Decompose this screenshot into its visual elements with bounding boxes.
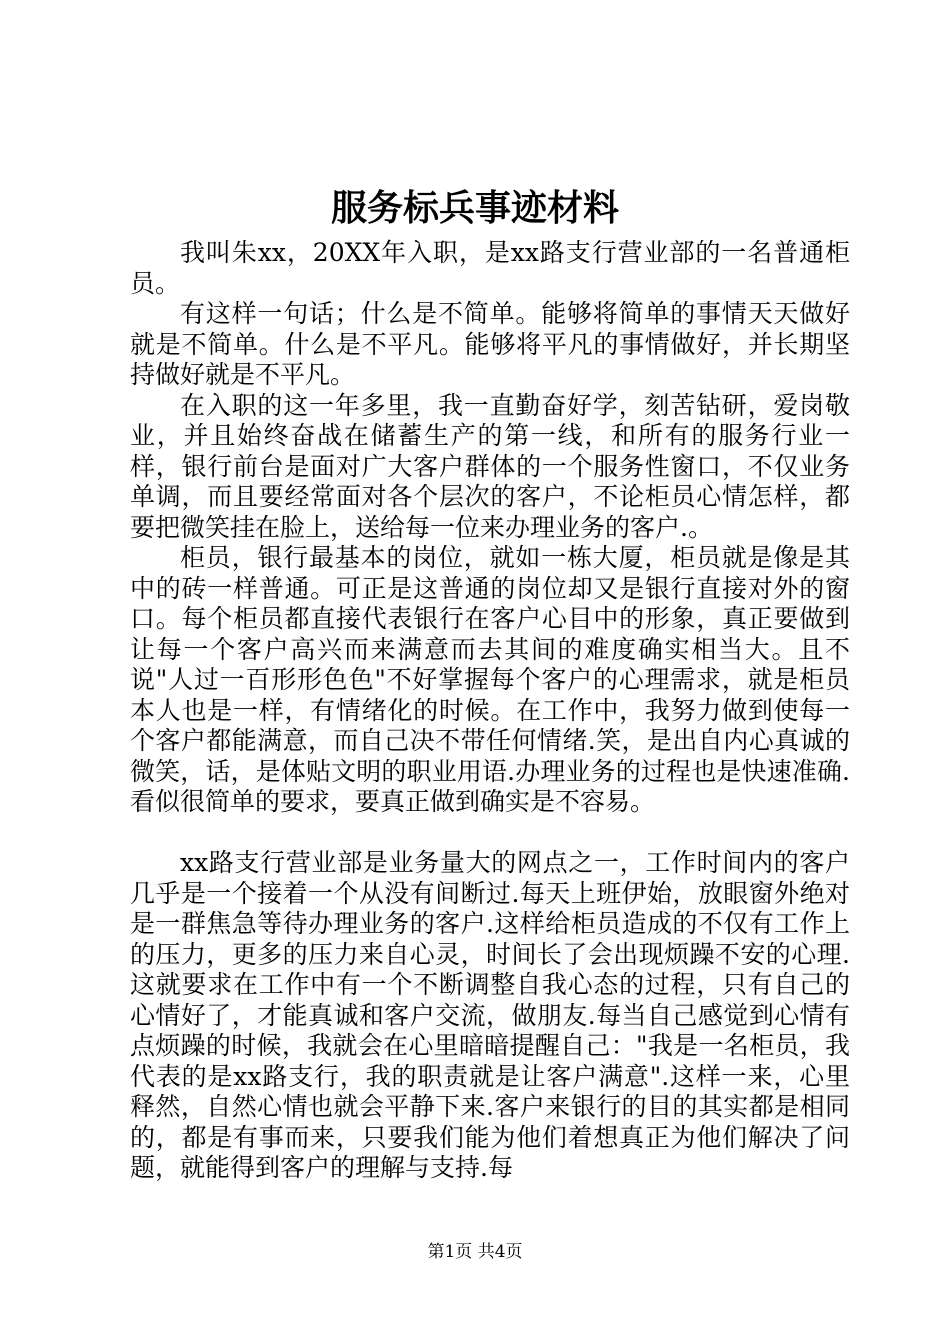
paragraph-intro: 我叫朱xx，20XX年入职，是xx路支行营业部的一名普通柜员。 [130,238,850,298]
paragraph-dedication: 在入职的这一年多里，我一直勤奋好学，刻苦钻研，爱岗敬业，并且始终奋战在储蓄生产的第一线，和所有的服务行业一样，银行前台是面对广大客户群体的一个服务性窗口，不仅业务单调，而且要经常面对各个层次的客户，不论柜员心情怎样，都要把微笑挂在脸上，送给每一位来办理业务的客户.。 [130,390,850,542]
document-title: 服务标兵事迹材料 [330,187,619,229]
page-number-footer: 第1页 共4页 [427,1242,523,1262]
paragraph-teller-role: 柜员，银行最基本的岗位，就如一栋大厦，柜员就是像是其中的砖一样普通。可正是这普通的岗位却又是银行直接对外的窗口。每个柜员都直接代表银行在客户心目中的形象，真正要做到让每一个客户高兴而来满意而去其间的难度确实相当大。且不说"人过一百形形色色"不好掌握每个客户的心理需求，就是柜员本人也是一样，有情绪化的时候。在工作中，我努力做到使每一个客户都能满意，而自己决不带任何情绪.笑，是出自内心真诚的微笑，话，是体贴文明的职业用语.办理业务的过程也是快速准确.看似很简单的要求，要真正做到确实是不容易。 [130,543,850,816]
paragraph-branch-workload: xx路支行营业部是业务量大的网点之一，工作时间内的客户几乎是一个接着一个从没有间断过.每天上班伊始，放眼窗外绝对是一群焦急等待办理业务的客户.这样给柜员造成的不仅有工作上的压力，更多的压力来自心灵，时间长了会出现烦躁不安的心理.这就要求在工作中有一个不断调整自我心态的过程，只有自己的心情好了，才能真诚和客户交流，做朋友.每当自己感觉到心情有点烦躁的时候，我就会在心里暗暗提醒自己："我是一名柜员，我代表的是xx路支行，我的职责就是让客户满意".这样一来，心里释然，自然心情也就会平静下来.客户来银行的目的其实都是相同的，都是有事而来，只要我们能为他们着想真正为他们解决了问题，就能得到客户的理解与支持.每 [130,848,850,1182]
document-body [130,238,850,1184]
paragraph-saying: 有这样一句话；什么是不简单。能够将简单的事情天天做好就是不简单。什么是不平凡。能够将平凡的事情做好，并长期坚持做好就是不平凡。 [130,299,850,389]
